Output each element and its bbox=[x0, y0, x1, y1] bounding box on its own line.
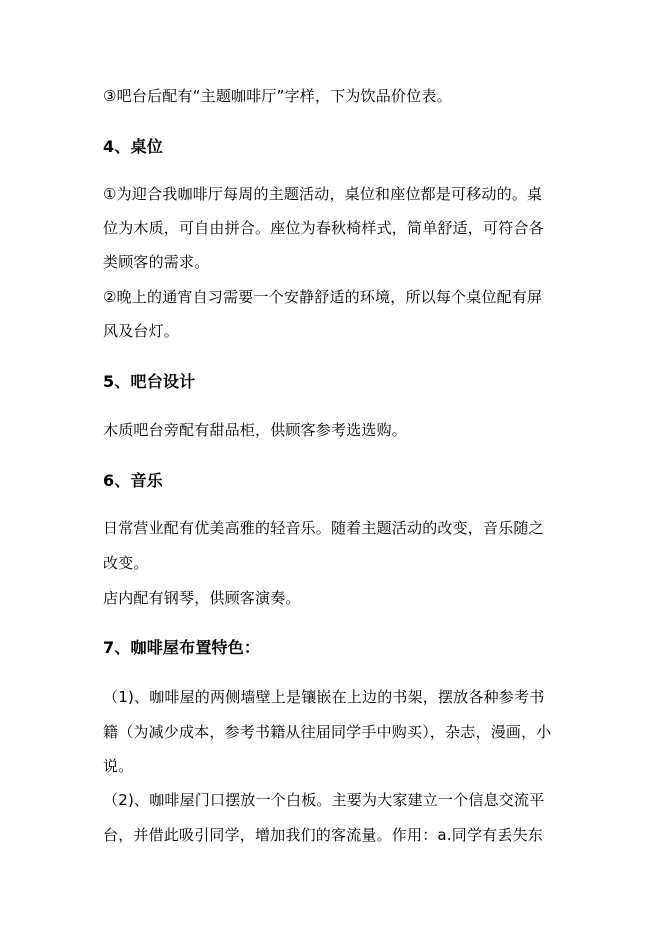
section-7-paragraph-1-line-1: （1)、咖啡屋的两侧墙壁上是镶嵌在上边的书架，摆放各种参考书 bbox=[103, 688, 545, 706]
section-6-heading: 6、音乐 bbox=[103, 471, 163, 490]
section-7-paragraph-2-line-1: （2)、咖啡屋门口摆放一个白板。主要为大家建立一个信息交流平 bbox=[103, 791, 545, 809]
section-4-paragraph-2-line-1: ②晚上的通宵自习需要一个安静舒适的环境，所以每个桌位配有屏 bbox=[103, 288, 543, 306]
section-7-paragraph-1-line-2: 籍（为减少成本，参考书籍从往届同学手中购买），杂志，漫画，小 bbox=[103, 723, 552, 741]
section-4-paragraph-1-line-2: 位为木质，可自由拼合。座位为春秋椅样式，简单舒适，可符合各 bbox=[103, 219, 544, 237]
section-4-heading: 4、桌位 bbox=[103, 137, 163, 156]
section-7-heading: 7、咖啡屋布置特色： bbox=[103, 638, 261, 657]
section-7-paragraph-1-line-3: 说。 bbox=[103, 757, 134, 775]
section-5-heading: 5、吧台设计 bbox=[103, 372, 196, 391]
section-6-paragraph-1-line-2: 改变。 bbox=[103, 554, 149, 572]
section-6-paragraph-1-line-1: 日常营业配有优美高雅的轻音乐。随着主题活动的改变，音乐随之 bbox=[103, 519, 544, 537]
section-4-paragraph-2-line-2: 风及台灯。 bbox=[103, 322, 180, 340]
intro-line: ③吧台后配有“主题咖啡厅”字样，下为饮品价位表。 bbox=[103, 87, 452, 105]
section-7-paragraph-2-line-2: 台，并借此吸引同学，增加我们的客流量。作用：a.同学有丢失东 bbox=[103, 826, 543, 844]
section-6-paragraph-2-line-1: 店内配有钢琴，供顾客演奏。 bbox=[103, 589, 301, 607]
section-4-paragraph-1-line-1: ①为迎合我咖啡厅每周的主题活动，桌位和座位都是可移动的。桌 bbox=[103, 185, 543, 203]
section-5-paragraph-1-line-1: 木质吧台旁配有甜品柜，供顾客参考选选购。 bbox=[103, 421, 408, 439]
section-4-paragraph-1-line-3: 类顾客的需求。 bbox=[103, 253, 210, 271]
